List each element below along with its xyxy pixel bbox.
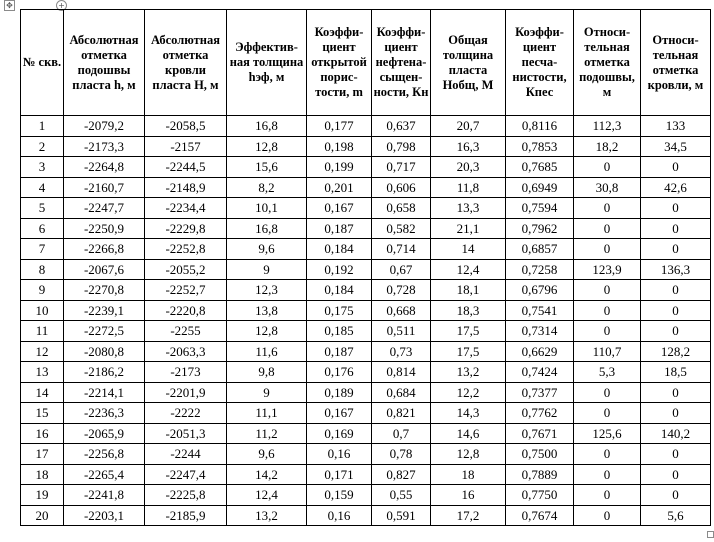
cell-rel-bottom[interactable]: 0 bbox=[574, 239, 641, 260]
cell-abs-bottom[interactable]: -2236,3 bbox=[64, 403, 145, 424]
cell-well-number[interactable]: 2 bbox=[21, 136, 64, 157]
cell-abs-top[interactable]: -2185,9 bbox=[145, 505, 227, 526]
cell-abs-bottom[interactable]: -2250,9 bbox=[64, 218, 145, 239]
cell-well-number[interactable]: 15 bbox=[21, 403, 64, 424]
cell-abs-bottom[interactable]: -2173,3 bbox=[64, 136, 145, 157]
cell-sand-ratio[interactable]: 0,7853 bbox=[506, 136, 574, 157]
cell-porosity[interactable]: 0,199 bbox=[307, 157, 372, 178]
cell-sand-ratio[interactable]: 0,7314 bbox=[506, 321, 574, 342]
cell-porosity[interactable]: 0,198 bbox=[307, 136, 372, 157]
cell-effective-thickness[interactable]: 12,8 bbox=[227, 321, 307, 342]
cell-rel-bottom[interactable]: 5,3 bbox=[574, 362, 641, 383]
header-well-number[interactable]: № скв. bbox=[21, 10, 64, 116]
table-resize-handle-icon[interactable] bbox=[707, 531, 714, 538]
cell-porosity[interactable]: 0,184 bbox=[307, 280, 372, 301]
cell-sand-ratio[interactable]: 0,6857 bbox=[506, 239, 574, 260]
cell-rel-bottom[interactable]: 18,2 bbox=[574, 136, 641, 157]
cell-sand-ratio[interactable]: 0,7685 bbox=[506, 157, 574, 178]
cell-porosity[interactable]: 0,201 bbox=[307, 177, 372, 198]
cell-sand-ratio[interactable]: 0,7424 bbox=[506, 362, 574, 383]
cell-oil-saturation[interactable]: 0,658 bbox=[372, 198, 431, 219]
cell-sand-ratio[interactable]: 0,7377 bbox=[506, 382, 574, 403]
cell-abs-top[interactable]: -2157 bbox=[145, 136, 227, 157]
table-row bbox=[21, 136, 711, 157]
table-row bbox=[21, 423, 711, 444]
cell-porosity[interactable]: 0,167 bbox=[307, 403, 372, 424]
table-row bbox=[21, 362, 711, 383]
cell-abs-bottom[interactable]: -2079,2 bbox=[64, 116, 145, 137]
cell-rel-top[interactable]: 136,3 bbox=[641, 259, 711, 280]
cell-sand-ratio[interactable]: 0,7671 bbox=[506, 423, 574, 444]
cell-sand-ratio[interactable]: 0,6629 bbox=[506, 341, 574, 362]
cell-effective-thickness[interactable]: 15,6 bbox=[227, 157, 307, 178]
cell-rel-top[interactable]: 0 bbox=[641, 321, 711, 342]
cell-rel-top[interactable]: 0 bbox=[641, 464, 711, 485]
cell-abs-bottom[interactable]: -2239,1 bbox=[64, 300, 145, 321]
cell-porosity[interactable]: 0,159 bbox=[307, 485, 372, 506]
cell-abs-bottom[interactable]: -2265,4 bbox=[64, 464, 145, 485]
table-body bbox=[21, 116, 711, 526]
cell-rel-top[interactable]: 34,5 bbox=[641, 136, 711, 157]
cell-sand-ratio[interactable]: 0,7541 bbox=[506, 300, 574, 321]
cell-abs-bottom[interactable]: -2186,2 bbox=[64, 362, 145, 383]
cell-sand-ratio[interactable]: 0,7762 bbox=[506, 403, 574, 424]
cell-rel-top[interactable]: 0 bbox=[641, 403, 711, 424]
cell-total-thickness[interactable]: 21,1 bbox=[431, 218, 506, 239]
cell-rel-bottom[interactable]: 30,8 bbox=[574, 177, 641, 198]
cell-oil-saturation[interactable]: 0,668 bbox=[372, 300, 431, 321]
cell-sand-ratio[interactable]: 0,7500 bbox=[506, 444, 574, 465]
cell-total-thickness[interactable]: 14,3 bbox=[431, 403, 506, 424]
cell-total-thickness[interactable]: 18,1 bbox=[431, 280, 506, 301]
cell-well-number[interactable]: 20 bbox=[21, 505, 64, 526]
cell-sand-ratio[interactable]: 0,6796 bbox=[506, 280, 574, 301]
cell-well-number[interactable]: 17 bbox=[21, 444, 64, 465]
cell-total-thickness[interactable]: 12,8 bbox=[431, 444, 506, 465]
cell-rel-top[interactable]: 0 bbox=[641, 218, 711, 239]
cell-oil-saturation[interactable]: 0,814 bbox=[372, 362, 431, 383]
cell-abs-bottom[interactable]: -2067,6 bbox=[64, 259, 145, 280]
table-row bbox=[21, 505, 711, 526]
cell-well-number[interactable]: 13 bbox=[21, 362, 64, 383]
cell-total-thickness[interactable]: 11,8 bbox=[431, 177, 506, 198]
cell-total-thickness[interactable]: 18,3 bbox=[431, 300, 506, 321]
cell-abs-top[interactable]: -2222 bbox=[145, 403, 227, 424]
cell-abs-top[interactable]: -2252,7 bbox=[145, 280, 227, 301]
cell-porosity[interactable]: 0,176 bbox=[307, 362, 372, 383]
cell-effective-thickness[interactable]: 12,8 bbox=[227, 136, 307, 157]
cell-oil-saturation[interactable]: 0,798 bbox=[372, 136, 431, 157]
cell-effective-thickness[interactable]: 9,8 bbox=[227, 362, 307, 383]
cell-well-number[interactable]: 7 bbox=[21, 239, 64, 260]
cell-oil-saturation[interactable]: 0,821 bbox=[372, 403, 431, 424]
cell-abs-bottom[interactable]: -2160,7 bbox=[64, 177, 145, 198]
cell-oil-saturation[interactable]: 0,591 bbox=[372, 505, 431, 526]
cell-rel-top[interactable]: 0 bbox=[641, 198, 711, 219]
cell-rel-bottom[interactable]: 0 bbox=[574, 198, 641, 219]
cell-total-thickness[interactable]: 20,7 bbox=[431, 116, 506, 137]
header-rel-top[interactable]: Относи-тельная отметка кровли, м bbox=[641, 10, 711, 116]
cell-total-thickness[interactable]: 17,5 bbox=[431, 321, 506, 342]
header-effective-thickness[interactable]: Эффектив-ная толщина hэф, м bbox=[227, 10, 307, 116]
table-row bbox=[21, 198, 711, 219]
cell-rel-bottom[interactable]: 0 bbox=[574, 157, 641, 178]
cell-well-number[interactable]: 1 bbox=[21, 116, 64, 137]
cell-effective-thickness[interactable]: 11,6 bbox=[227, 341, 307, 362]
cell-abs-top[interactable]: -2244,5 bbox=[145, 157, 227, 178]
cell-abs-top[interactable]: -2055,2 bbox=[145, 259, 227, 280]
cell-oil-saturation[interactable]: 0,55 bbox=[372, 485, 431, 506]
cell-sand-ratio[interactable]: 0,7674 bbox=[506, 505, 574, 526]
header-row bbox=[21, 10, 711, 116]
cell-rel-top[interactable]: 0 bbox=[641, 382, 711, 403]
table-row bbox=[21, 341, 711, 362]
cell-porosity[interactable]: 0,192 bbox=[307, 259, 372, 280]
cell-well-number[interactable]: 14 bbox=[21, 382, 64, 403]
cell-oil-saturation[interactable]: 0,582 bbox=[372, 218, 431, 239]
header-abs-bottom[interactable]: Абсолютная отметка подошвы пласта h, м bbox=[64, 10, 145, 116]
cell-oil-saturation[interactable]: 0,78 bbox=[372, 444, 431, 465]
add-column-icon[interactable]: + bbox=[56, 0, 67, 11]
cell-well-number[interactable]: 10 bbox=[21, 300, 64, 321]
cell-sand-ratio[interactable]: 0,8116 bbox=[506, 116, 574, 137]
header-sand-ratio[interactable]: Коэффи-циент песча-нистости, Кпес bbox=[506, 10, 574, 116]
header-oil-saturation[interactable]: Коэффи-циент нефтена-сыщен-ности, Кн bbox=[372, 10, 431, 116]
cell-total-thickness[interactable]: 12,2 bbox=[431, 382, 506, 403]
cell-effective-thickness[interactable]: 9,6 bbox=[227, 444, 307, 465]
cell-rel-bottom[interactable]: 0 bbox=[574, 382, 641, 403]
cell-well-number[interactable]: 4 bbox=[21, 177, 64, 198]
cell-well-number[interactable]: 8 bbox=[21, 259, 64, 280]
cell-effective-thickness[interactable]: 10,1 bbox=[227, 198, 307, 219]
cell-rel-top[interactable]: 133 bbox=[641, 116, 711, 137]
well-data-table bbox=[20, 9, 711, 526]
cell-sand-ratio[interactable]: 0,7889 bbox=[506, 464, 574, 485]
cell-porosity[interactable]: 0,171 bbox=[307, 464, 372, 485]
cell-sand-ratio[interactable]: 0,7594 bbox=[506, 198, 574, 219]
cell-rel-bottom[interactable]: 110,7 bbox=[574, 341, 641, 362]
cell-rel-bottom[interactable]: 0 bbox=[574, 280, 641, 301]
cell-well-number[interactable]: 16 bbox=[21, 423, 64, 444]
cell-rel-bottom[interactable]: 0 bbox=[574, 464, 641, 485]
cell-oil-saturation[interactable]: 0,684 bbox=[372, 382, 431, 403]
cell-rel-top[interactable]: 0 bbox=[641, 157, 711, 178]
cell-well-number[interactable]: 19 bbox=[21, 485, 64, 506]
cell-rel-top[interactable]: 0 bbox=[641, 300, 711, 321]
cell-abs-bottom[interactable]: -2270,8 bbox=[64, 280, 145, 301]
cell-oil-saturation[interactable]: 0,67 bbox=[372, 259, 431, 280]
table-row bbox=[21, 177, 711, 198]
cell-porosity[interactable]: 0,16 bbox=[307, 505, 372, 526]
cell-abs-top[interactable]: -2247,4 bbox=[145, 464, 227, 485]
cell-rel-bottom[interactable]: 0 bbox=[574, 403, 641, 424]
cell-total-thickness[interactable]: 13,2 bbox=[431, 362, 506, 383]
cell-sand-ratio[interactable]: 0,7750 bbox=[506, 485, 574, 506]
cell-oil-saturation[interactable]: 0,728 bbox=[372, 280, 431, 301]
cell-porosity[interactable]: 0,175 bbox=[307, 300, 372, 321]
header-porosity[interactable]: Коэффи-циент открытой порис-тости, m bbox=[307, 10, 372, 116]
cell-abs-bottom[interactable]: -2203,1 bbox=[64, 505, 145, 526]
cell-rel-top[interactable]: 18,5 bbox=[641, 362, 711, 383]
cell-porosity[interactable]: 0,16 bbox=[307, 444, 372, 465]
cell-rel-bottom[interactable]: 0 bbox=[574, 444, 641, 465]
cell-sand-ratio[interactable]: 0,7962 bbox=[506, 218, 574, 239]
cell-oil-saturation[interactable]: 0,7 bbox=[372, 423, 431, 444]
cell-sand-ratio[interactable]: 0,7258 bbox=[506, 259, 574, 280]
header-abs-top[interactable]: Абсолютная отметка кровли пласта H, м bbox=[145, 10, 227, 116]
cell-abs-top[interactable]: -2225,8 bbox=[145, 485, 227, 506]
table-row bbox=[21, 218, 711, 239]
cell-total-thickness[interactable]: 16,3 bbox=[431, 136, 506, 157]
cell-rel-top[interactable]: 0 bbox=[641, 485, 711, 506]
cell-rel-top[interactable]: 140,2 bbox=[641, 423, 711, 444]
cell-rel-bottom[interactable]: 0 bbox=[574, 300, 641, 321]
cell-porosity[interactable]: 0,187 bbox=[307, 218, 372, 239]
cell-effective-thickness[interactable]: 8,2 bbox=[227, 177, 307, 198]
cell-porosity[interactable]: 0,185 bbox=[307, 321, 372, 342]
table-row bbox=[21, 280, 711, 301]
cell-effective-thickness[interactable]: 14,2 bbox=[227, 464, 307, 485]
cell-abs-top[interactable]: -2244 bbox=[145, 444, 227, 465]
cell-well-number[interactable]: 6 bbox=[21, 218, 64, 239]
cell-rel-bottom[interactable]: 0 bbox=[574, 485, 641, 506]
header-rel-bottom[interactable]: Относи-тельная отметка подошвы, м bbox=[574, 10, 641, 116]
cell-abs-bottom[interactable]: -2214,1 bbox=[64, 382, 145, 403]
table-row bbox=[21, 464, 711, 485]
cell-porosity[interactable]: 0,167 bbox=[307, 198, 372, 219]
cell-rel-top[interactable]: 0 bbox=[641, 444, 711, 465]
cell-effective-thickness[interactable]: 16,8 bbox=[227, 116, 307, 137]
cell-rel-top[interactable]: 0 bbox=[641, 280, 711, 301]
cell-abs-bottom[interactable]: -2272,5 bbox=[64, 321, 145, 342]
cell-abs-bottom[interactable]: -2065,9 bbox=[64, 423, 145, 444]
table-row bbox=[21, 116, 711, 137]
cell-rel-top[interactable]: 0 bbox=[641, 239, 711, 260]
cell-total-thickness[interactable]: 12,4 bbox=[431, 259, 506, 280]
cell-abs-top[interactable]: -2201,9 bbox=[145, 382, 227, 403]
table-row bbox=[21, 300, 711, 321]
cell-abs-bottom[interactable]: -2264,8 bbox=[64, 157, 145, 178]
cell-oil-saturation[interactable]: 0,606 bbox=[372, 177, 431, 198]
header-total-thickness[interactable]: Общая толщина пласта Нобщ, М bbox=[431, 10, 506, 116]
cell-abs-bottom[interactable]: -2266,8 bbox=[64, 239, 145, 260]
cell-abs-top[interactable]: -2063,3 bbox=[145, 341, 227, 362]
cell-effective-thickness[interactable]: 9 bbox=[227, 259, 307, 280]
cell-effective-thickness[interactable]: 16,8 bbox=[227, 218, 307, 239]
cell-rel-top[interactable]: 42,6 bbox=[641, 177, 711, 198]
cell-well-number[interactable]: 11 bbox=[21, 321, 64, 342]
table-row bbox=[21, 382, 711, 403]
cell-porosity[interactable]: 0,189 bbox=[307, 382, 372, 403]
table-row bbox=[21, 321, 711, 342]
cell-porosity[interactable]: 0,169 bbox=[307, 423, 372, 444]
cell-oil-saturation[interactable]: 0,637 bbox=[372, 116, 431, 137]
cell-abs-top[interactable]: -2229,8 bbox=[145, 218, 227, 239]
cell-total-thickness[interactable]: 17,5 bbox=[431, 341, 506, 362]
cell-total-thickness[interactable]: 20,3 bbox=[431, 157, 506, 178]
cell-well-number[interactable]: 3 bbox=[21, 157, 64, 178]
cell-oil-saturation[interactable]: 0,714 bbox=[372, 239, 431, 260]
cell-oil-saturation[interactable]: 0,511 bbox=[372, 321, 431, 342]
cell-abs-top[interactable]: -2051,3 bbox=[145, 423, 227, 444]
cell-abs-bottom[interactable]: -2241,8 bbox=[64, 485, 145, 506]
cell-effective-thickness[interactable]: 9,6 bbox=[227, 239, 307, 260]
cell-abs-top[interactable]: -2173 bbox=[145, 362, 227, 383]
table-move-handle-icon[interactable]: ✥ bbox=[4, 0, 15, 11]
cell-well-number[interactable]: 5 bbox=[21, 198, 64, 219]
cell-effective-thickness[interactable]: 13,8 bbox=[227, 300, 307, 321]
cell-rel-bottom[interactable]: 123,9 bbox=[574, 259, 641, 280]
cell-effective-thickness[interactable]: 11,2 bbox=[227, 423, 307, 444]
cell-abs-top[interactable]: -2255 bbox=[145, 321, 227, 342]
cell-abs-top[interactable]: -2234,4 bbox=[145, 198, 227, 219]
cell-rel-bottom[interactable]: 0 bbox=[574, 218, 641, 239]
cell-total-thickness[interactable]: 14 bbox=[431, 239, 506, 260]
table-row bbox=[21, 485, 711, 506]
table-row bbox=[21, 403, 711, 424]
cell-porosity[interactable]: 0,184 bbox=[307, 239, 372, 260]
cell-total-thickness[interactable]: 16 bbox=[431, 485, 506, 506]
cell-well-number[interactable]: 12 bbox=[21, 341, 64, 362]
cell-abs-bottom[interactable]: -2247,7 bbox=[64, 198, 145, 219]
cell-rel-bottom[interactable]: 0 bbox=[574, 505, 641, 526]
cell-effective-thickness[interactable]: 13,2 bbox=[227, 505, 307, 526]
cell-total-thickness[interactable]: 17,2 bbox=[431, 505, 506, 526]
cell-rel-bottom[interactable]: 112,3 bbox=[574, 116, 641, 137]
cell-effective-thickness[interactable]: 11,1 bbox=[227, 403, 307, 424]
cell-total-thickness[interactable]: 13,3 bbox=[431, 198, 506, 219]
cell-well-number[interactable]: 9 bbox=[21, 280, 64, 301]
cell-abs-bottom[interactable]: -2256,8 bbox=[64, 444, 145, 465]
cell-effective-thickness[interactable]: 12,4 bbox=[227, 485, 307, 506]
cell-total-thickness[interactable]: 18 bbox=[431, 464, 506, 485]
cell-abs-top[interactable]: -2220,8 bbox=[145, 300, 227, 321]
cell-abs-bottom[interactable]: -2080,8 bbox=[64, 341, 145, 362]
cell-abs-top[interactable]: -2148,9 bbox=[145, 177, 227, 198]
cell-oil-saturation[interactable]: 0,73 bbox=[372, 341, 431, 362]
cell-abs-top[interactable]: -2252,8 bbox=[145, 239, 227, 260]
cell-total-thickness[interactable]: 14,6 bbox=[431, 423, 506, 444]
cell-oil-saturation[interactable]: 0,717 bbox=[372, 157, 431, 178]
table-row bbox=[21, 157, 711, 178]
cell-abs-top[interactable]: -2058,5 bbox=[145, 116, 227, 137]
cell-well-number[interactable]: 18 bbox=[21, 464, 64, 485]
cell-porosity[interactable]: 0,177 bbox=[307, 116, 372, 137]
cell-rel-top[interactable]: 128,2 bbox=[641, 341, 711, 362]
cell-sand-ratio[interactable]: 0,6949 bbox=[506, 177, 574, 198]
cell-effective-thickness[interactable]: 12,3 bbox=[227, 280, 307, 301]
table-row bbox=[21, 444, 711, 465]
cell-rel-bottom[interactable]: 0 bbox=[574, 321, 641, 342]
cell-rel-top[interactable]: 5,6 bbox=[641, 505, 711, 526]
cell-effective-thickness[interactable]: 9 bbox=[227, 382, 307, 403]
table-row bbox=[21, 259, 711, 280]
cell-rel-bottom[interactable]: 125,6 bbox=[574, 423, 641, 444]
table-row bbox=[21, 239, 711, 260]
cell-oil-saturation[interactable]: 0,827 bbox=[372, 464, 431, 485]
cell-porosity[interactable]: 0,187 bbox=[307, 341, 372, 362]
